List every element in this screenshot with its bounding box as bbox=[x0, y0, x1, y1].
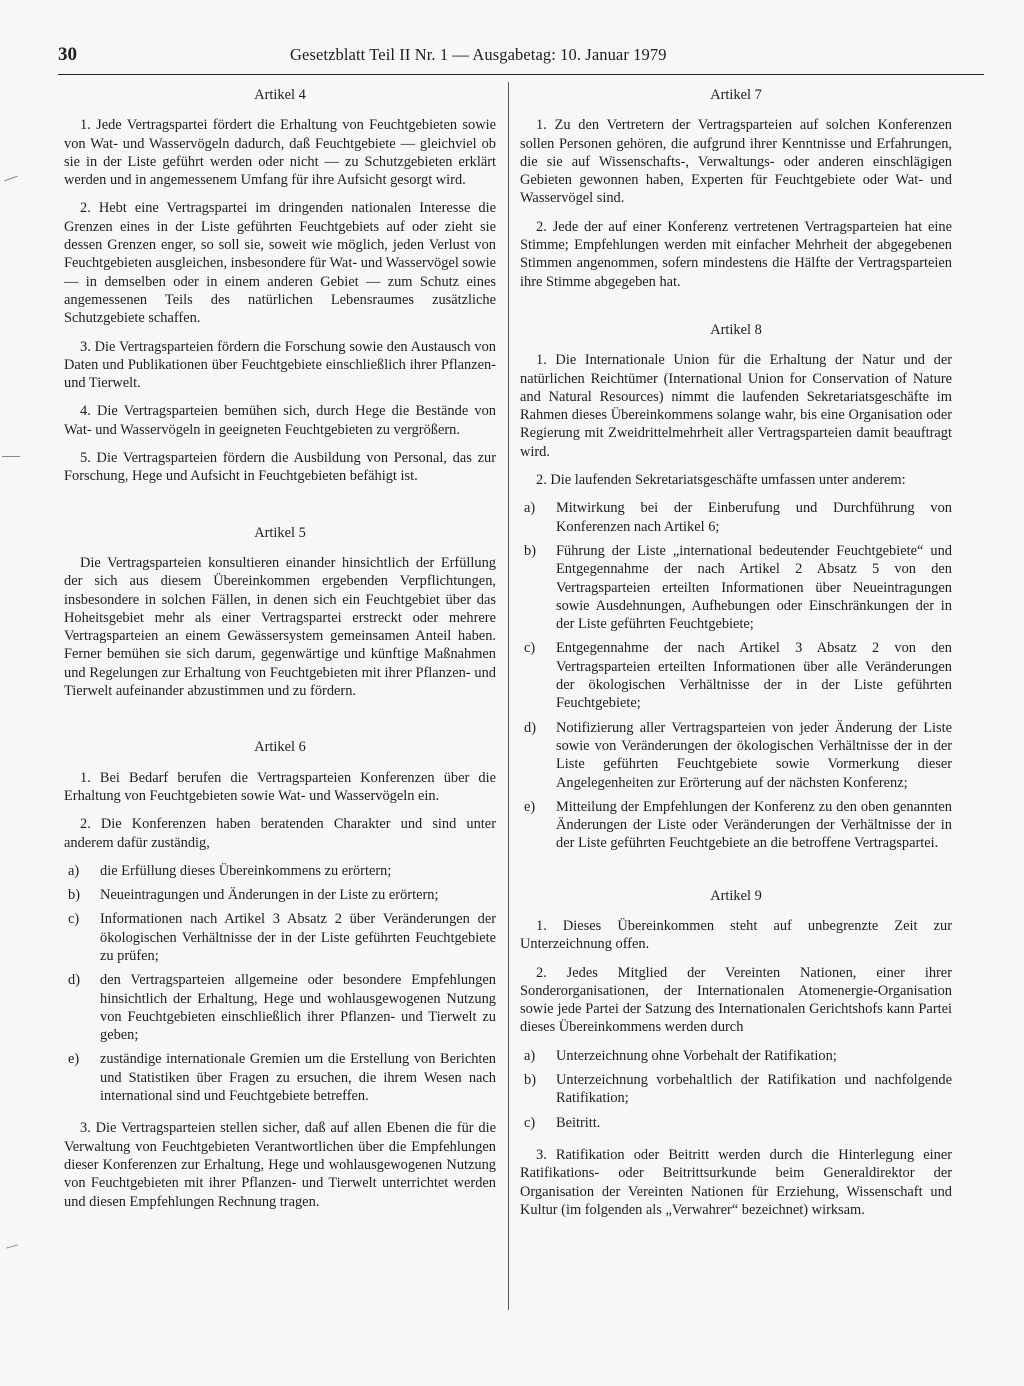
list-item bbox=[520, 798, 952, 853]
article-heading: Artikel 6 bbox=[254, 739, 306, 756]
list-item-text: Mitteilung der Empfehlungen der Konferenz zu den oben genannten Änderungen der Liste oder Veränderungen der Verhältnisse der in der Liste geführten Feuchtgebiete an die betroffene Vertragspartei. bbox=[556, 798, 952, 852]
paragraph: 3. Ratifikation oder Beitritt werden durch die Hinterlegung einer Ratifikations- oder Beitrittsurkunde beim Generaldirektor der Organisation der Vereinten Nationen für Erziehung, Wissenschaft und Kultur (im folgenden als „Verwahrer“ bezeichnet) wirksam. bbox=[520, 1146, 952, 1218]
list-item bbox=[520, 1114, 952, 1132]
list-item-text: Neueintragungen und Änderungen in der Liste zu erörtern; bbox=[100, 887, 439, 904]
running-title: Gesetzblatt Teil II Nr. 1 — Ausgabetag: 10. Januar 1979 bbox=[290, 45, 667, 64]
list-marker: b) bbox=[524, 1072, 536, 1089]
list-item bbox=[64, 910, 496, 965]
list-item-text: zuständige internationale Gremien um die Erstellung von Berichten und Statistiken über Fragen zu ersuchen, die ihrem Wesen nach international sind und Feuchtgebiete betreffen. bbox=[100, 1051, 496, 1105]
list-item bbox=[520, 542, 952, 633]
list-item bbox=[520, 719, 952, 792]
paragraph: 1. Die Internationale Union für die Erhaltung der Natur und der natürlichen Reichtümer (International Union for Conservation of Nature and Natural Resources) nimmt die laufenden Sekretariatsgeschäfte im Rahmen dieses Übereinkommens solange wahr, bis eine Organisation oder Regierung mit Zweidrittelmehrheit aller Vertragsparteien damit beauftragt wird. bbox=[520, 352, 952, 460]
list-marker: e) bbox=[68, 1051, 80, 1068]
list-item bbox=[64, 1050, 496, 1105]
list-item bbox=[520, 1071, 952, 1108]
right-column bbox=[520, 80, 952, 1229]
list-item bbox=[520, 639, 952, 712]
article-4 bbox=[64, 86, 496, 486]
paragraph: 3. Die Vertragsparteien fördern die Forschung sowie den Austausch von Daten und Publikationen über Feuchtgebiete einschließlich ihrer Pflanzen- und Tierwelt. bbox=[64, 338, 496, 392]
paragraph: 2. Die laufenden Sekretariatsgeschäfte umfassen unter anderem: bbox=[536, 472, 906, 489]
list-marker: a) bbox=[68, 862, 80, 879]
article-heading: Artikel 4 bbox=[254, 87, 306, 103]
article-8 bbox=[520, 321, 952, 853]
article-6 bbox=[64, 738, 496, 1211]
list-item-text: den Vertragsparteien allgemeine oder besondere Empfehlungen hinsichtlich der Erhaltung, Hege und wohlausgewogenen Nutzung von Feuchtgebieten einschließlich ihrer Pflanzen- und Tierwelt zu geben; bbox=[100, 972, 496, 1044]
page-number: 30 bbox=[58, 44, 77, 65]
list-item-text: Beitritt. bbox=[556, 1114, 601, 1131]
list-marker: b) bbox=[68, 887, 80, 904]
list-item-text: Entgegennahme der nach Artikel 3 Absatz 2 von den Vertragsparteien erteilten Informationen über alle Veränderungen der ökologischen Verhältnisse der in der Liste geführten Feuchtgebiete; bbox=[556, 640, 952, 712]
paragraph: 2. Jedes Mitglied der Vereinten Nationen, einer ihrer Sonderorganisationen, der Internationalen Atomenergie-Organisation sowie jede Partei der Satzung des Internationalen Gerichtshofs kann Partei dieses Übereinkommens werden durch bbox=[520, 964, 952, 1036]
paragraph: 1. Bei Bedarf berufen die Vertragsparteien Konferenzen über die Erhaltung von Feuchtgebieten sowie Wat- und Wasservögeln ein. bbox=[64, 769, 496, 804]
scan-mark bbox=[4, 176, 17, 182]
article-9 bbox=[520, 887, 952, 1219]
paragraph: 2. Die Konferenzen haben beratenden Charakter und sind unter anderem dafür zuständig, bbox=[64, 816, 496, 851]
list-item-text: die Erfüllung dieses Übereinkommens zu erörtern; bbox=[100, 862, 392, 879]
paragraph: 3. Die Vertragsparteien stellen sicher, daß auf allen Ebenen die für die Verwaltung von Feuchtgebieten Verantwortlichen über die Empfehlungen dieser Konferenzen zur Erhaltung, Hege und wohlausgewogenen Nutzung von Feuchtgebieten mit ihrer Pflanzen- und Tierwelt unterrichtet werden und diesen Empfehlungen Rechnung tragen. bbox=[64, 1120, 496, 1210]
column-divider bbox=[508, 82, 509, 1310]
list-marker: c) bbox=[68, 911, 80, 928]
list-marker: e) bbox=[524, 798, 536, 815]
list-marker: a) bbox=[524, 500, 536, 517]
list-item bbox=[64, 971, 496, 1044]
paragraph: Die Vertragsparteien konsultieren einander hinsichtlich der Erfüllung der sich aus diesem Übereinkommen ergebenden Verpflichtungen, insbesondere in solchen Fällen, in denen sich ein Feuchtgebiet über das Hoheitsgebiet mehr als einer Vertragspartei erstreckt oder mehrere Vertragsparteien an einem Gewässersystem gemeinsamen Anteil haben. Ferner bemühen sie sich darum, gegenwärtige und künftige Maßnahmen und Regelungen zur Erhaltung von Feuchtgebieten mit ihrer Pflanzen- und Tierwelt aufeinander abzustimmen und zu fördern. bbox=[64, 554, 496, 700]
list-marker: d) bbox=[68, 972, 80, 989]
list-item-text: Informationen nach Artikel 3 Absatz 2 über Veränderungen der ökologischen Verhältnisse der in der Liste geführten Feuchtgebiete zu prüfen; bbox=[100, 911, 496, 964]
list-item-text: Unterzeichnung ohne Vorbehalt der Ratifikation; bbox=[556, 1047, 837, 1064]
paragraph: 1. Jede Vertragspartei fördert die Erhaltung von Feuchtgebieten sowie von Wat- und Wasservögeln dadurch, daß Feuchtgebiete — gleichviel ob sie in der Liste geführt werden oder nicht — zu Schutzgebieten erklärt werden und in angemessenem Umfang für ihre Aufsicht gesorgt wird. bbox=[64, 117, 496, 189]
list-item bbox=[64, 886, 496, 904]
list-item-text: Unterzeichnung vorbehaltlich der Ratifikation und nachfolgende Ratifikation; bbox=[556, 1072, 952, 1107]
scan-mark bbox=[6, 1244, 18, 1248]
page-header bbox=[58, 44, 984, 75]
list-item-text: Führung der Liste „international bedeutender Feuchtgebiete“ und Entgegennahme der nach Artikel 2 Absatz 5 von den Vertragsparteien erteilten Informationen über Neueintragungen sowie Ausdehnungen, Aufhebungen oder Einschränkungen der in der Liste geführten Feuchtgebiete; bbox=[556, 542, 952, 633]
paragraph: 2. Hebt eine Vertragspartei im dringenden nationalen Interesse die Grenzen eines in der Liste geführten Feuchtgebiets auf oder zieht sie dessen Grenzen enger, so soll sie, soweit wie möglich, jeden Verlust von Feuchtgebieten ausgleichen, insbesondere für Wat- und Wasservögel sowie — in demselben oder in einem anderen Gebiet — zum Schutz eines angemessenen Teils des natürlichen Lebensraumes zusätzliche Schutzgebiete schaffen. bbox=[64, 200, 496, 327]
list-item bbox=[520, 1047, 952, 1065]
list-item bbox=[520, 499, 952, 536]
article-heading: Artikel 8 bbox=[710, 321, 762, 338]
list-item-text: Notifizierung aller Vertragsparteien von jeder Änderung der Liste sowie von Veränderungen der ökologischen Verhältnisse der in der Liste geführten Feuchtgebiete sowie Vormerkung dieser Angelegenheiten zur Erörterung auf der nächsten Konferenz; bbox=[556, 719, 952, 791]
paragraph: 1. Dieses Übereinkommen steht auf unbegrenzte Zeit zur Unterzeichnung offen. bbox=[520, 917, 952, 953]
paragraph: 4. Die Vertragsparteien bemühen sich, durch Hege die Bestände von Wat- und Wasservögeln in geeigneten Feuchtgebieten zu vergrößern. bbox=[64, 403, 496, 438]
list-marker: d) bbox=[524, 719, 536, 736]
left-column bbox=[64, 80, 496, 1221]
article-heading: Artikel 5 bbox=[254, 524, 306, 541]
scan-mark bbox=[2, 456, 20, 457]
paragraph: 5. Die Vertragsparteien fördern die Ausbildung von Personal, das zur Forschung, Hege und Aufsicht in Feuchtgebieten befähigt ist. bbox=[64, 450, 496, 485]
list-marker: c) bbox=[524, 1114, 536, 1131]
list-marker: c) bbox=[524, 640, 536, 657]
article-heading: Artikel 9 bbox=[710, 887, 762, 904]
list-marker: a) bbox=[524, 1047, 536, 1064]
article-5 bbox=[64, 524, 496, 701]
list-item-text: Mitwirkung bei der Einberufung und Durchführung von Konferenzen nach Artikel 6; bbox=[556, 500, 952, 535]
paragraph: 1. Zu den Vertretern der Vertragsparteien auf solchen Konferenzen sollen Personen gehören, die aufgrund ihrer Kenntnisse und Erfahrungen, die sie auf Wissenschafts-, Verwaltungs- oder anderen einschlägigen Gebieten gewonnen haben, Experten für Feuchtgebiete oder Wat- und Wasservögel sind. bbox=[520, 117, 952, 207]
list-item bbox=[64, 862, 496, 880]
paragraph: 2. Jede der auf einer Konferenz vertretenen Vertragsparteien hat eine Stimme; Empfehlungen werden mit einfacher Mehrheit der abgegebenen Stimmen angenommen, sofern mindestens die Hälfte der Vertragsparteien ihre Stimme abgegeben hat. bbox=[520, 218, 952, 290]
article-7 bbox=[520, 86, 952, 291]
list-marker: b) bbox=[524, 542, 536, 559]
article-heading: Artikel 7 bbox=[710, 87, 762, 103]
